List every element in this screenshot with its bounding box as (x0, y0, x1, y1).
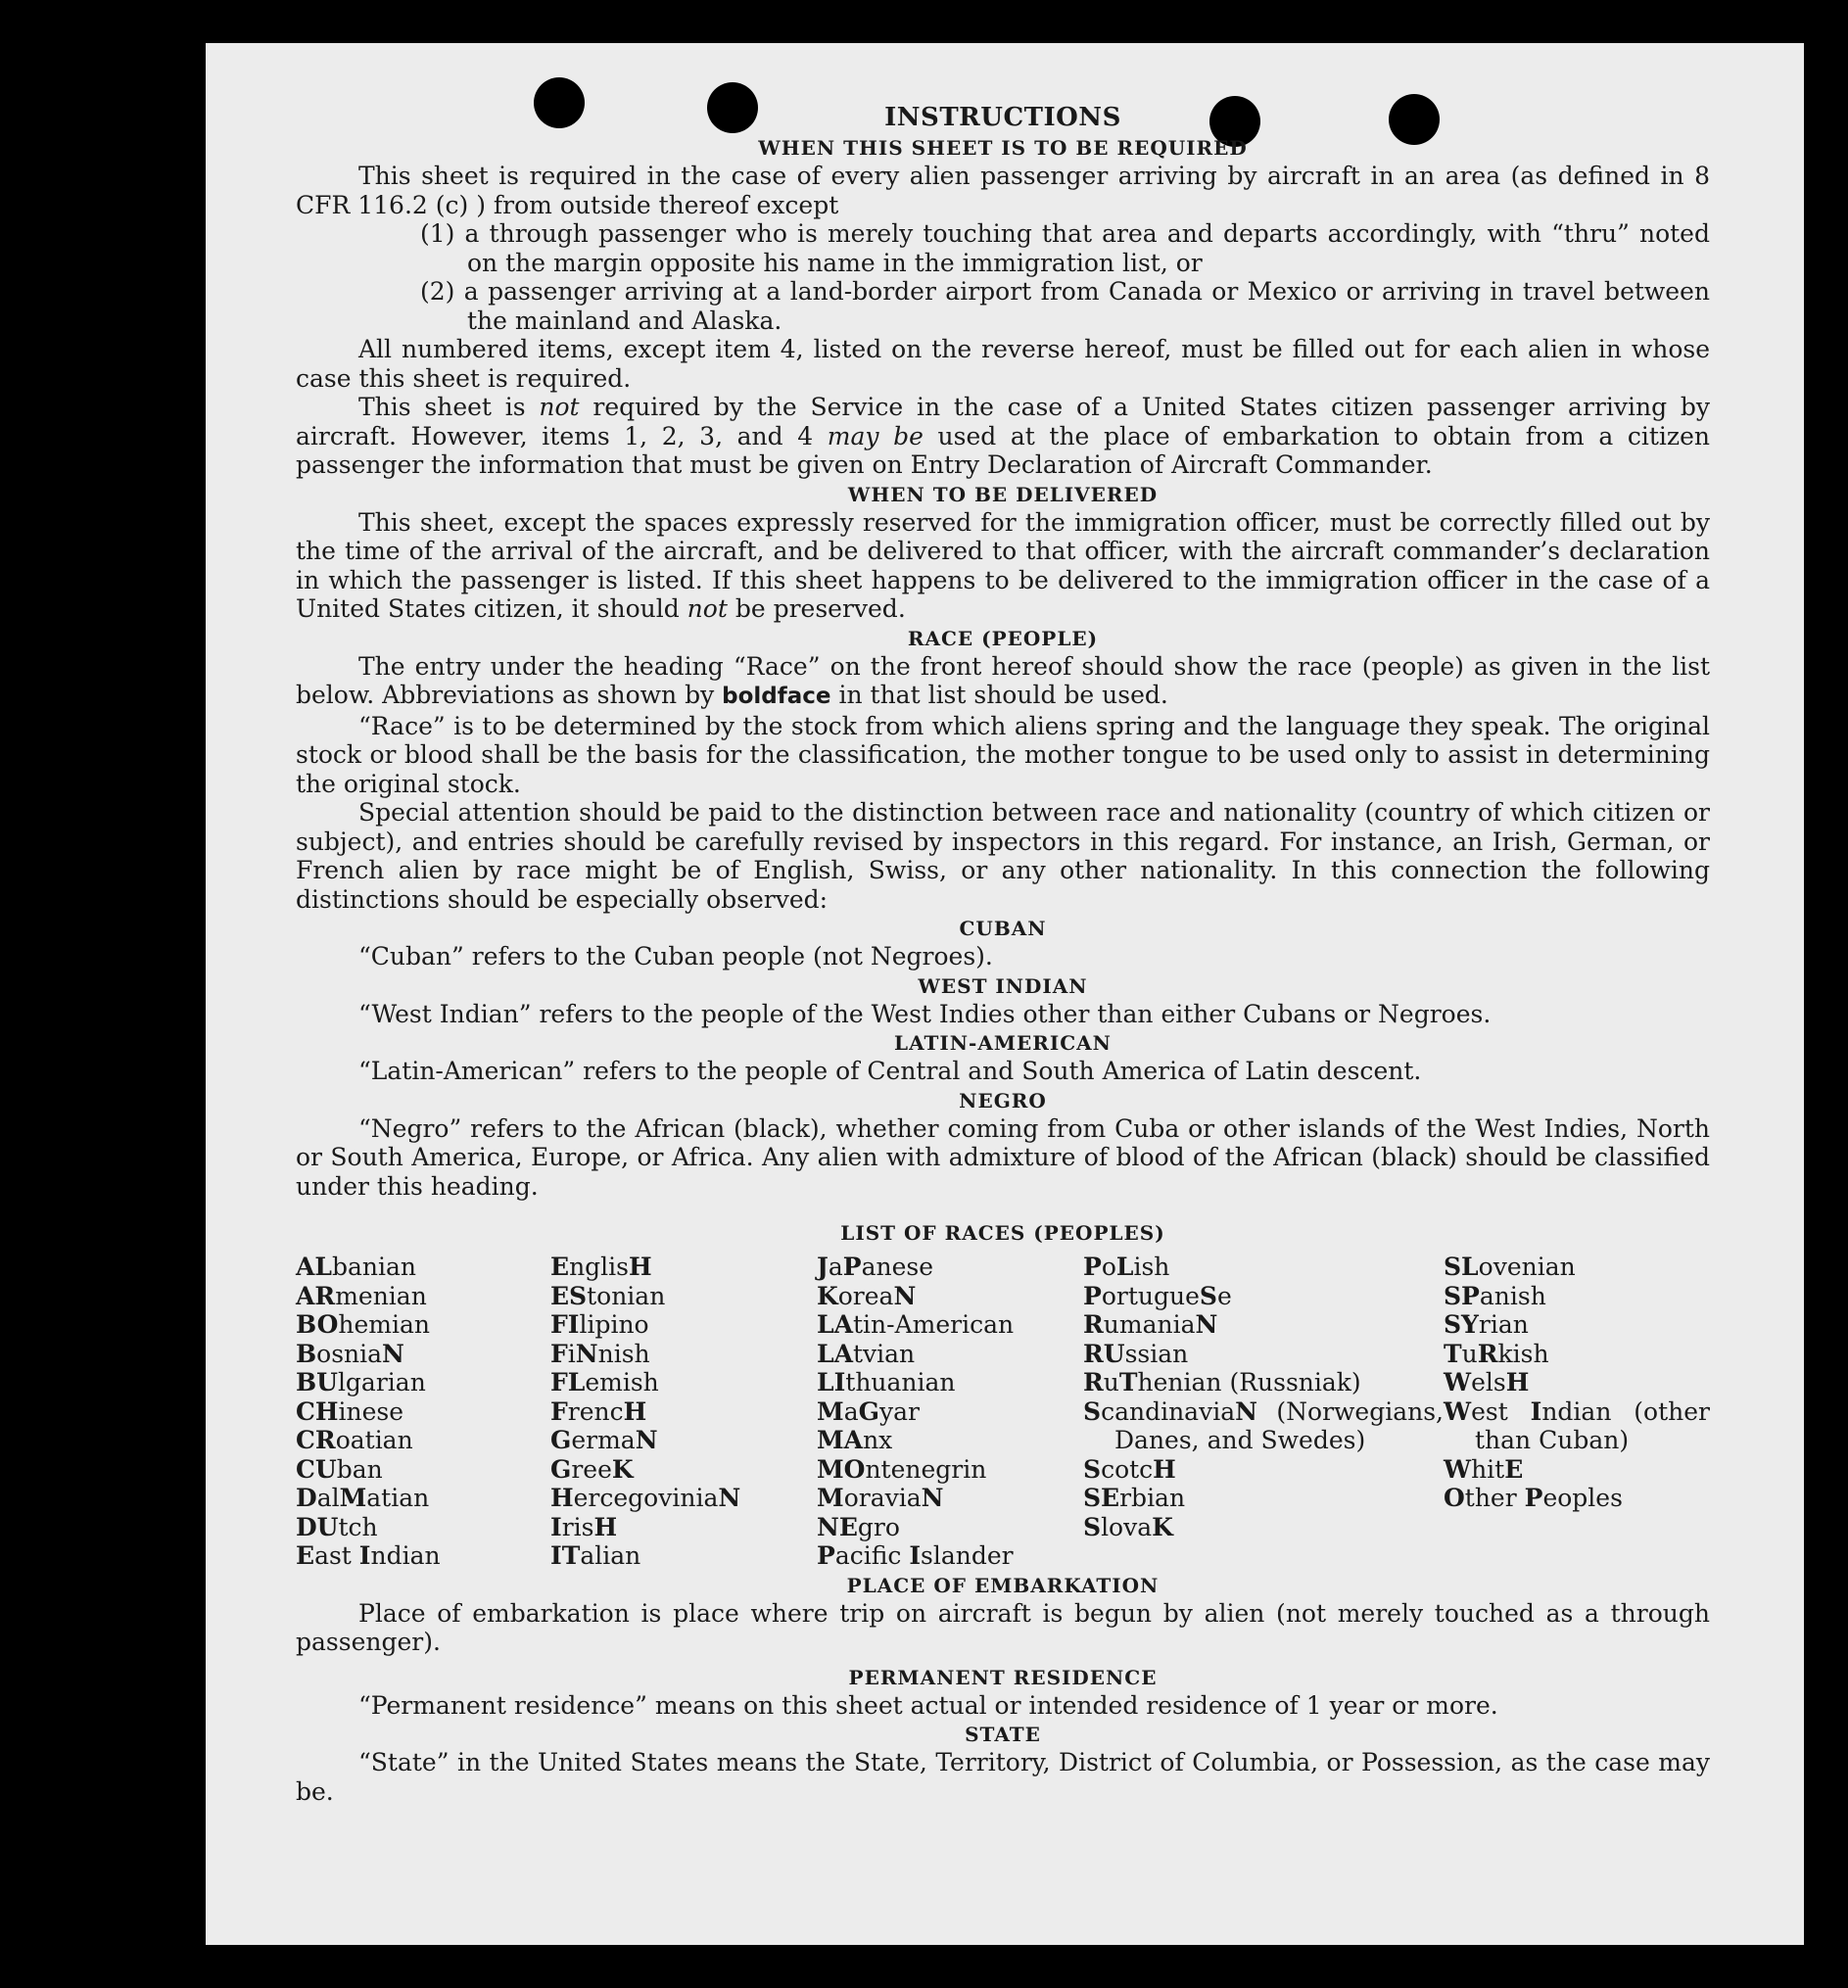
race-entry: MoraviaN (817, 1484, 944, 1512)
race-entry: HercegoviniaN (550, 1484, 741, 1512)
race-column (1444, 1253, 1710, 1571)
page-title: INSTRUCTIONS (884, 103, 1121, 132)
race-entry: RuThenian (Russniak) (1083, 1368, 1361, 1396)
race-entry: TuRkish (1444, 1339, 1549, 1368)
race-column (296, 1253, 550, 1571)
race-entry: FIlipino (550, 1310, 649, 1339)
section-heading: PERMANENT RESIDENCE (848, 1665, 1158, 1689)
paragraph: “Permanent residence” means on this sheet actual or intended residence of 1 year or more. (358, 1690, 1498, 1720)
race-entry: JaPanese (817, 1253, 933, 1281)
race-entry: PortugueSe (1083, 1281, 1232, 1310)
race-entry: SYrian (1444, 1310, 1529, 1339)
section-heading: WHEN THIS SHEET IS TO BE REQUIRED (758, 136, 1248, 160)
race-entry: GreeK (550, 1454, 634, 1484)
race-entry: RumaniaN (1083, 1310, 1218, 1339)
section-heading: LIST OF RACES (PEOPLES) (840, 1221, 1165, 1245)
section-heading: STATE (965, 1723, 1041, 1746)
race-entry: LAtin-American (817, 1310, 1015, 1339)
paragraph: “West Indian” refers to the people of the West Indies other than either Cubans or Negroes. (358, 999, 1492, 1028)
race-entry: ITalian (550, 1541, 641, 1570)
race-entry: SErbian (1083, 1484, 1186, 1512)
race-entry: Other Peoples (1444, 1484, 1623, 1512)
race-entry: NEgro (817, 1512, 900, 1541)
race-entry: RUssian (1083, 1339, 1189, 1368)
race-entry: CUban (296, 1454, 383, 1484)
race-entry: CRoatian (296, 1426, 413, 1454)
paragraph: Special attention should be paid to the distinction between race and nationality (country of which citizen or subject), and entries should be carefully revised by inspectors in this regard. For instance, an Irish, German, or French alien by race might be of English, Swiss, or any other nationality. In this connection the following distinctions should be especially observed: (296, 798, 1710, 914)
instructions-content (296, 102, 1710, 1806)
race-entry: EStonian (550, 1281, 666, 1310)
race-column (550, 1253, 817, 1571)
paragraph: The entry under the heading “Race” on the front hereof should show the race (people) as given in the list below. Abbreviations as shown by boldface in that list should be used. (296, 651, 1710, 709)
paragraph: “State” in the United States means the State, Territory, District of Columbia, or Possession, as the case may be. (296, 1748, 1710, 1806)
race-entry: LIthuanian (817, 1368, 956, 1396)
section-heading: CUBAN (959, 917, 1047, 940)
paragraph: This sheet, except the spaces expressly reserved for the immigration officer, must be correctly filled out by the time of the arrival of the aircraft, and be delivered to that officer, with the aircraft commander’s declaration in which the passenger is listed. If this sheet happens to be delivered to the immigration officer in the case of a United States citizen, it should not be preserved. (296, 507, 1710, 623)
section-heading: RACE (PEOPLE) (907, 626, 1099, 650)
exception-item: (1) a through passenger who is merely touching that area and departs accordingly, with “thru” noted on the margin opposite his name in the immigration list, or (420, 219, 1710, 277)
race-entry: Pacific Islander (817, 1541, 1014, 1570)
race-list (296, 1253, 1710, 1571)
race-entry: SLovenian (1444, 1253, 1576, 1281)
race-entry: WhitE (1444, 1454, 1524, 1484)
race-entry: SPanish (1444, 1281, 1546, 1310)
paragraph: “Latin-American” refers to the people of Central and South America of Latin descent. (358, 1057, 1422, 1085)
race-entry: East Indian (296, 1541, 441, 1570)
race-entry: DUtch (296, 1512, 378, 1541)
race-entry: SlovaK (1083, 1512, 1173, 1541)
race-entry: WelsH (1444, 1368, 1530, 1396)
race-entry: ARmenian (296, 1281, 427, 1310)
section-heading: WEST INDIAN (918, 973, 1088, 998)
paragraph: Place of embarkation is place where trip on aircraft is begun by alien (not merely touched as a through passenger). (296, 1598, 1710, 1656)
document-page (206, 43, 1804, 1945)
paragraph: “Cuban” refers to the Cuban people (not Negroes). (358, 942, 993, 970)
section-heading: LATIN-AMERICAN (894, 1031, 1112, 1055)
race-entry: MAnx (817, 1426, 893, 1454)
paragraph: “Race” is to be determined by the stock from which aliens spring and the language they speak. The original stock or blood shall be the basis for the classification, the mother tongue to be used only to assist in determining the original stock. (296, 711, 1710, 798)
race-entry: EnglisH (550, 1253, 652, 1281)
race-entry: GermaN (550, 1426, 658, 1454)
race-entry: IrisH (550, 1512, 618, 1541)
paragraph: “Negro” refers to the African (black), whether coming from Cuba or other islands of the West Indies, North or South America, Europe, or Africa. Any alien with admixture of blood of the African (black) should be classified under this heading. (296, 1113, 1710, 1201)
race-entry: PoLish (1083, 1253, 1170, 1281)
race-entry: FiNnish (550, 1339, 650, 1368)
race-entry: BOhemian (296, 1310, 430, 1339)
race-entry: KoreaN (817, 1281, 917, 1310)
race-entry: BosniaN (296, 1339, 404, 1368)
race-column (817, 1253, 1083, 1571)
race-entry: LAtvian (817, 1339, 916, 1368)
race-entry: ScandinaviaN (Norwegians, Danes, and Swedes) (1083, 1396, 1444, 1454)
race-entry: ScotcH (1083, 1454, 1176, 1484)
section-heading: WHEN TO BE DELIVERED (847, 482, 1159, 506)
race-entry: CHinese (296, 1396, 404, 1426)
paragraph: This sheet is not required by the Service in the case of a United States citizen passenger arriving by aircraft. However, items 1, 2, 3, and 4 may be used at the place of embarkation to obtain from a citizen passenger the information that must be given on Entry Declaration of Aircraft Commander. (296, 393, 1710, 479)
race-entry: BUlgarian (296, 1368, 426, 1396)
section-heading: PLACE OF EMBARKATION (846, 1573, 1160, 1597)
race-column (1083, 1253, 1444, 1571)
race-entry: West Indian (other than Cuban) (1444, 1396, 1710, 1454)
race-entry: ALbanian (296, 1253, 416, 1281)
race-entry: MaGyar (817, 1396, 920, 1426)
paragraph: All numbered items, except item 4, listed on the reverse hereof, must be filled out for each alien in whose case this sheet is required. (296, 335, 1710, 393)
race-entry: DalMatian (296, 1484, 430, 1512)
race-entry: MOntenegrin (817, 1454, 987, 1484)
race-entry: FrencH (550, 1396, 647, 1426)
race-entry: FLemish (550, 1368, 659, 1396)
paragraph: This sheet is required in the case of every alien passenger arriving by aircraft in an area (as defined in 8 CFR 116.2 (c) ) from outside thereof except (296, 162, 1710, 219)
exception-item: (2) a passenger arriving at a land-border airport from Canada or Mexico or arriving in travel between the mainland and Alaska. (420, 277, 1710, 335)
section-heading: NEGRO (959, 1088, 1047, 1112)
